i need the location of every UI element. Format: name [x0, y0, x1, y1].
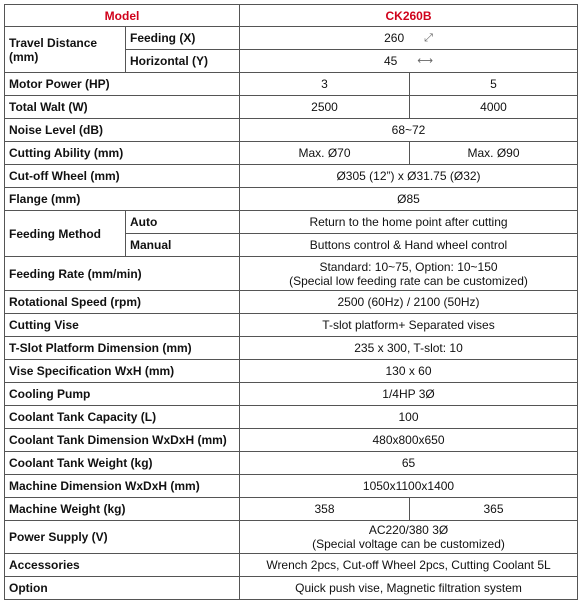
feeding-rate-line-2: (Special low feeding rate can be customized) [289, 273, 528, 288]
feeding-rate-value [240, 257, 578, 291]
spec-table [4, 4, 578, 600]
table-row [5, 406, 578, 429]
table-row [5, 119, 578, 142]
machine-weight-value-2: 365 [410, 498, 578, 521]
table-row [5, 475, 578, 498]
accessories-label: Accessories [5, 554, 240, 577]
feeding-x-label: Feeding (X) [126, 27, 240, 50]
horizontal-y-value: 45 [383, 53, 398, 68]
table-row [5, 211, 578, 234]
power-supply-label: Power Supply (V) [5, 521, 240, 554]
model-label: Model [5, 5, 240, 27]
table-row [5, 429, 578, 452]
noise-level-label: Noise Level (dB) [5, 119, 240, 142]
motor-power-label: Motor Power (HP) [5, 73, 240, 96]
tslot-value: 235 x 300, T-slot: 10 [240, 337, 578, 360]
power-supply-value [240, 521, 578, 554]
rotational-speed-value: 2500 (60Hz) / 2100 (50Hz) [240, 291, 578, 314]
table-row [5, 142, 578, 165]
feeding-method-manual-label: Manual [126, 234, 240, 257]
cutting-vise-value: T-slot platform+ Separated vises [240, 314, 578, 337]
flange-label: Flange (mm) [5, 188, 240, 211]
table-row [5, 5, 578, 27]
tank-dimension-value: 480x800x650 [240, 429, 578, 452]
cutting-ability-label: Cutting Ability (mm) [5, 142, 240, 165]
table-row [5, 96, 578, 119]
table-row [5, 165, 578, 188]
table-row [5, 291, 578, 314]
table-row [5, 577, 578, 600]
cutoff-wheel-value: Ø305 (12”) x Ø31.75 (Ø32) [240, 165, 578, 188]
power-supply-line-1: AC220/380 3Ø [368, 523, 449, 537]
model-value: CK260B [240, 5, 578, 27]
table-row [5, 188, 578, 211]
option-value: Quick push vise, Magnetic filtration system [240, 577, 578, 600]
feeding-method-label: Feeding Method [5, 211, 126, 257]
flange-value: Ø85 [240, 188, 578, 211]
machine-weight-value-1: 358 [240, 498, 410, 521]
left-right-arrow-icon: ⟷ [417, 55, 434, 68]
tank-weight-value: 65 [240, 452, 578, 475]
feeding-rate-line-1: Standard: 10~75, Option: 10~150 [319, 259, 498, 274]
option-label: Option [5, 577, 240, 600]
power-supply-line-2: (Special voltage can be customized) [312, 537, 505, 551]
feeding-method-auto-value: Return to the home point after cutting [240, 211, 578, 234]
tslot-label: T-Slot Platform Dimension (mm) [5, 337, 240, 360]
cutoff-wheel-label: Cut-off Wheel (mm) [5, 165, 240, 188]
horizontal-y-value-cell [240, 50, 578, 73]
table-row [5, 498, 578, 521]
tank-capacity-label: Coolant Tank Capacity (L) [5, 406, 240, 429]
feeding-method-auto-label: Auto [126, 211, 240, 234]
table-row [5, 257, 578, 291]
table-row [5, 383, 578, 406]
cutting-vise-label: Cutting Vise [5, 314, 240, 337]
table-row [5, 314, 578, 337]
table-row [5, 554, 578, 577]
diagonal-arrow-icon: ⤢ [424, 32, 433, 45]
tank-weight-label: Coolant Tank Weight (kg) [5, 452, 240, 475]
table-row [5, 73, 578, 96]
travel-distance-label: Travel Distance (mm) [5, 27, 126, 73]
cooling-pump-label: Cooling Pump [5, 383, 240, 406]
cutting-ability-value-2: Max. Ø90 [410, 142, 578, 165]
table-row [5, 452, 578, 475]
cooling-pump-value: 1/4HP 3Ø [240, 383, 578, 406]
machine-dimension-label: Machine Dimension WxDxH (mm) [5, 475, 240, 498]
tank-capacity-value: 100 [240, 406, 578, 429]
table-row [5, 521, 578, 554]
feeding-x-value: 260 [384, 30, 405, 45]
table-row [5, 360, 578, 383]
motor-power-value-2: 5 [410, 73, 578, 96]
feeding-method-manual-value: Buttons control & Hand wheel control [240, 234, 578, 257]
tank-dimension-label: Coolant Tank Dimension WxDxH (mm) [5, 429, 240, 452]
horizontal-y-label: Horizontal (Y) [126, 50, 240, 73]
rotational-speed-label: Rotational Speed (rpm) [5, 291, 240, 314]
table-row [5, 27, 578, 50]
vise-spec-label: Vise Specification WxH (mm) [5, 360, 240, 383]
total-watt-label: Total Walt (W) [5, 96, 240, 119]
machine-weight-label: Machine Weight (kg) [5, 498, 240, 521]
cutting-ability-value-1: Max. Ø70 [240, 142, 410, 165]
motor-power-value-1: 3 [240, 73, 410, 96]
vise-spec-value: 130 x 60 [240, 360, 578, 383]
feeding-rate-label: Feeding Rate (mm/min) [5, 257, 240, 291]
feeding-x-value-cell [240, 27, 578, 50]
total-watt-value-2: 4000 [410, 96, 578, 119]
accessories-value: Wrench 2pcs, Cut-off Wheel 2pcs, Cutting Coolant 5L [240, 554, 578, 577]
total-watt-value-1: 2500 [240, 96, 410, 119]
noise-level-value: 68~72 [240, 119, 578, 142]
machine-dimension-value: 1050x1100x1400 [240, 475, 578, 498]
table-row [5, 337, 578, 360]
